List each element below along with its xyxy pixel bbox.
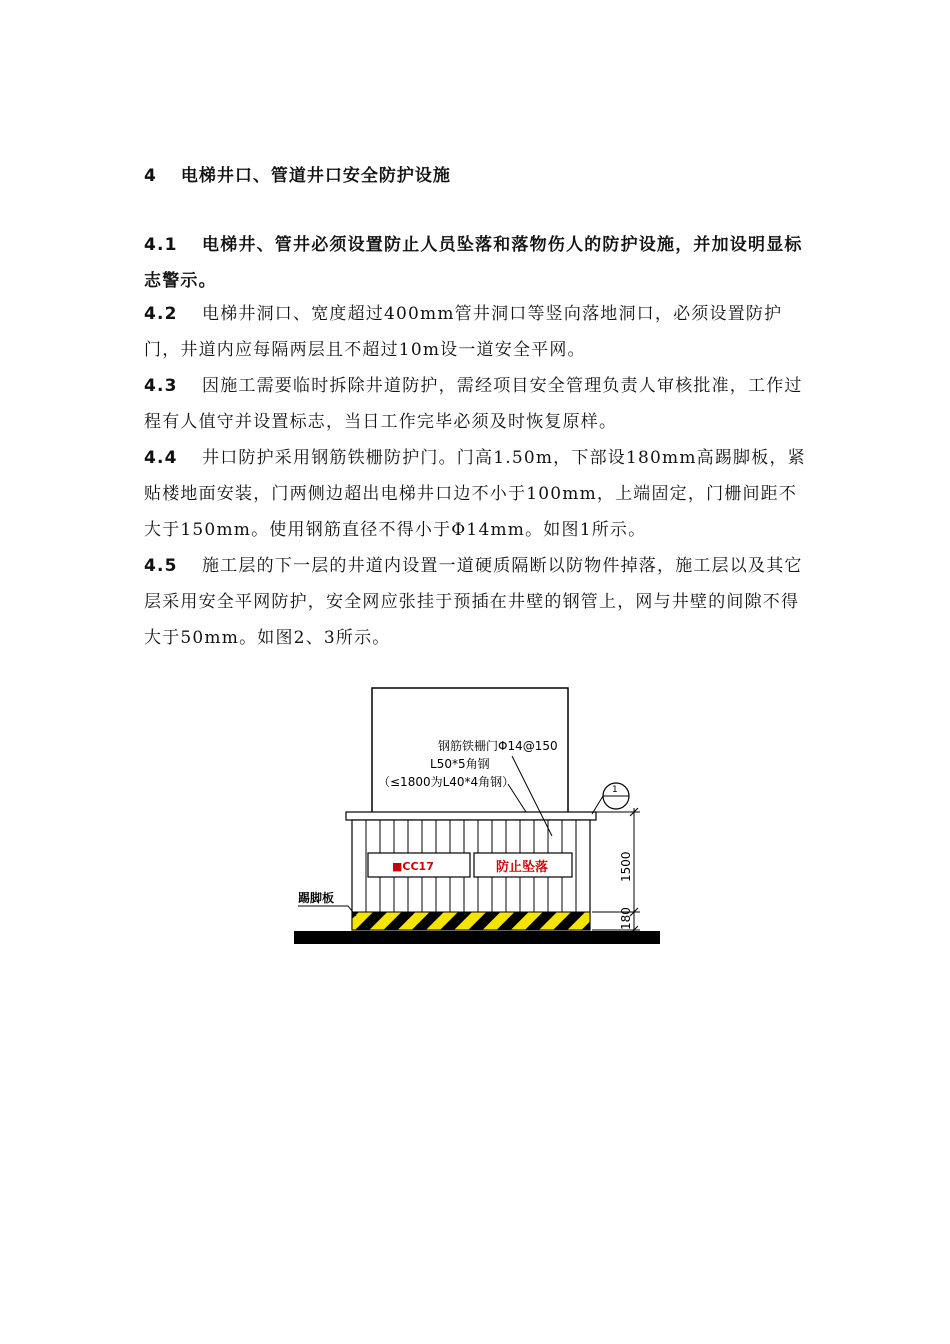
kickboard-leader-line (298, 906, 356, 916)
angle-steel-label: L50*5角钢 (430, 757, 490, 771)
gate-diagram (290, 684, 662, 948)
kickboard-stripes (352, 912, 590, 930)
dimension-180: 180 (619, 907, 633, 930)
paragraph-4-4 (144, 440, 814, 548)
section-heading (144, 161, 451, 186)
sign-right-text: 防止坠落 (496, 860, 549, 875)
paragraph-number: 4.1 (144, 235, 178, 255)
paragraph-text: 施工层的下一层的井道内设置一道硬质隔断以防物件掉落，施工层以及其它层采用安全平网防护，安全网应张挂于预插在井壁的钢管上，网与井壁的间隙不得大于50mm。如图2、3所示。 (144, 556, 803, 648)
kickboard-label: 踢脚板 (298, 891, 335, 905)
paragraph-4-5 (144, 548, 814, 656)
section-title: 电梯井口、管道井口安全防护设施 (180, 166, 451, 186)
shaft-wall (372, 688, 568, 818)
angle-note-label: （≤1800为L40*4角钢） (378, 775, 515, 789)
section-number: 4 (144, 166, 157, 186)
paragraph-number: 4.2 (144, 304, 178, 324)
axis-leader (592, 796, 603, 814)
paragraph-text: 井口防护采用钢筋铁栅防护门。门高1.50m，下部设180mm高踢脚板，紧贴楼地面安装，门两侧边超出电梯井口边不小于100mm，上端固定，门栅间距不大于150mm。使用钢筋直径不得小于Φ14mm。如图1所示。 (144, 448, 806, 540)
gate-label: 钢筋铁栅门Φ14@150 (438, 739, 558, 753)
dimension-1500: 1500 (619, 851, 633, 882)
axis-marker-number: 1 (612, 785, 618, 795)
paragraph-number: 4.3 (144, 376, 178, 396)
paragraph-number: 4.5 (144, 556, 178, 576)
top-rail (346, 812, 596, 820)
paragraph-text: 电梯井洞口、宽度超过400mm管井洞口等竖向落地洞口，必须设置防护门，井道内应每隔两层且不超过10m设一道安全平网。 (144, 304, 783, 360)
paragraph-4-2 (144, 296, 814, 368)
floor-slab (294, 931, 660, 944)
paragraph-text: 因施工需要临时拆除井道防护，需经项目安全管理负责人审核批准，工作过程有人值守并设置标志，当日工作完毕必须及时恢复原样。 (144, 376, 803, 432)
paragraph-number: 4.4 (144, 448, 178, 468)
paragraph-text: 电梯井、管井必须设置防止人员坠落和落物伤人的防护设施，并加设明显标志警示。 (144, 235, 803, 291)
paragraph-4-1 (144, 227, 814, 299)
sign-left-text: ■CC17 (392, 860, 434, 873)
paragraph-4-3 (144, 368, 814, 440)
